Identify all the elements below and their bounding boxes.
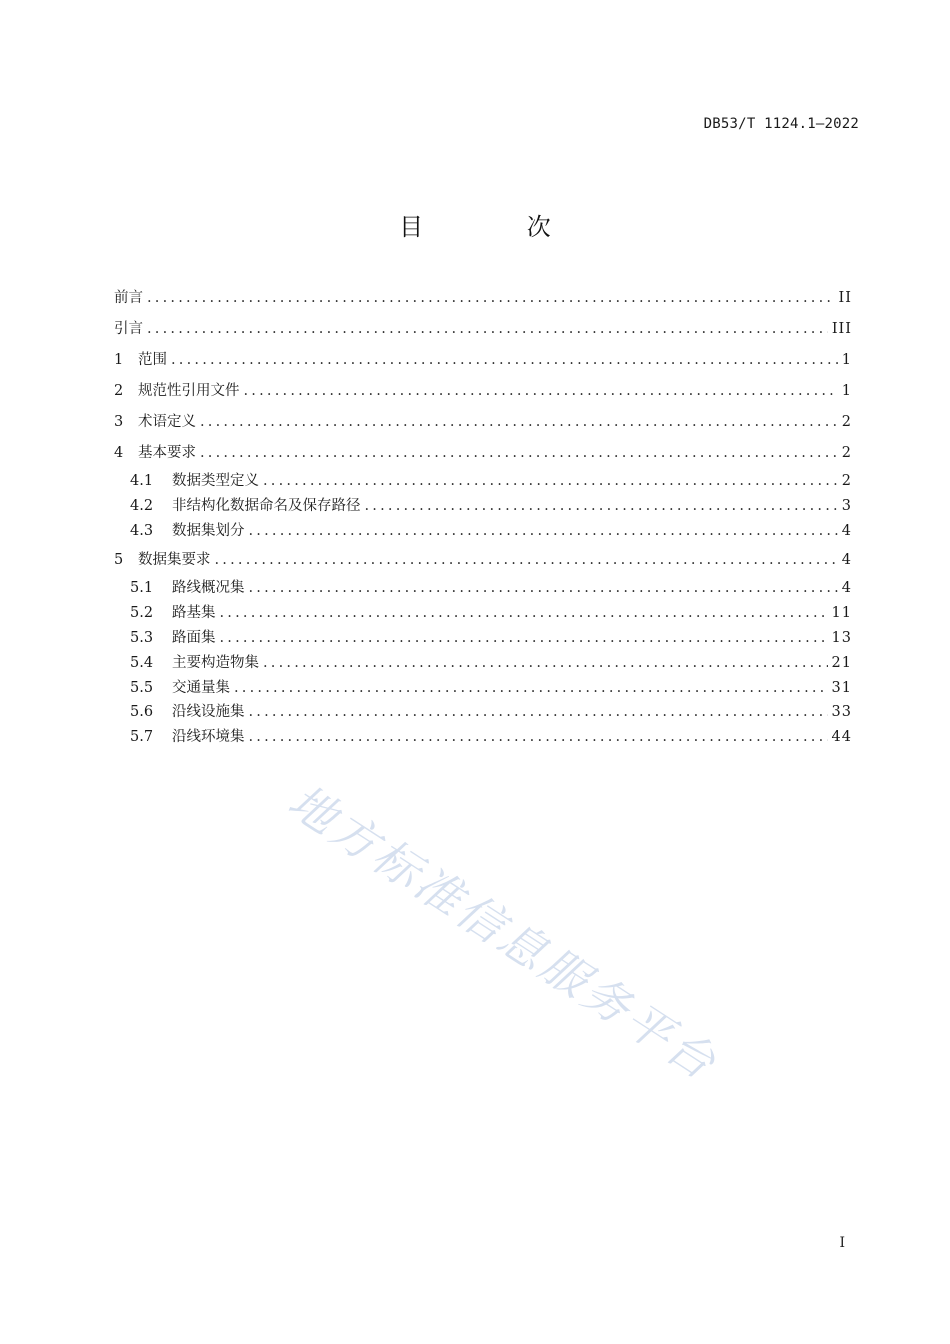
toc-entry-number: 5.6: [130, 704, 154, 721]
toc-entry-title: 沿线环境集: [172, 729, 245, 746]
toc-entry-page: 44: [831, 729, 852, 746]
toc-entry-title: 数据集划分: [172, 522, 245, 539]
toc-entry[interactable]: [114, 728, 852, 753]
toc-entry[interactable]: [114, 679, 852, 704]
toc-leader-dots: [244, 382, 838, 400]
toc-entry-number: 1: [114, 352, 124, 368]
toc-entry-number: 5.4: [130, 654, 154, 671]
toc-leader-dots: [234, 679, 828, 697]
toc-leader-dots: [220, 629, 828, 647]
toc-leader-dots: [249, 703, 828, 721]
toc-entry-number: 2: [114, 383, 124, 399]
toc-entry[interactable]: [114, 654, 852, 679]
toc-entry-page: 21: [831, 654, 852, 671]
toc-entry[interactable]: [114, 472, 852, 497]
toc-entry-number: 4.2: [130, 497, 154, 514]
toc-entry[interactable]: [114, 441, 852, 472]
page-title: 目 次: [399, 213, 599, 241]
toc-entry[interactable]: [114, 604, 852, 629]
toc-leader-dots: [249, 522, 838, 540]
toc-leader-dots: [263, 472, 838, 490]
toc-entry-page: 4: [841, 580, 852, 597]
toc-entry-page: 13: [831, 629, 852, 646]
toc-entry-title: 基本要求: [138, 445, 196, 461]
toc-entry[interactable]: [114, 379, 852, 410]
toc-entry-title: 沿线设施集: [172, 704, 245, 721]
toc-entry-title: 规范性引用文件: [138, 383, 240, 399]
toc-entry-number: 3: [114, 414, 124, 430]
toc-entry[interactable]: [114, 522, 852, 547]
toc-leader-dots: [147, 289, 835, 307]
toc-entry-page: 33: [831, 704, 852, 721]
toc-leader-dots: [249, 728, 828, 746]
toc-entry-number: 5: [114, 552, 124, 569]
toc-entry-number: 5.3: [130, 629, 154, 646]
toc-entry-number: 4.1: [130, 473, 154, 489]
toc-entry-number: 4.3: [130, 522, 154, 539]
toc-entry[interactable]: [114, 579, 852, 604]
toc-entry-title: 路基集: [172, 605, 216, 622]
toc-entry[interactable]: [114, 348, 852, 379]
toc-leader-dots: [200, 413, 838, 431]
document-code: DB53/T 1124.1—2022: [703, 116, 859, 132]
toc-entry-page: 1: [841, 383, 852, 399]
toc-entry-page: 2: [841, 445, 852, 461]
toc-entry[interactable]: [114, 629, 852, 654]
watermark: 地方标准信息服务平台: [278, 773, 728, 1092]
toc-entry-number: 5.5: [130, 679, 154, 696]
toc-entry[interactable]: [114, 410, 852, 441]
toc-entry-title: 路面集: [172, 629, 216, 646]
toc-entry-number: 4: [114, 445, 124, 461]
toc-entry-page: 31: [831, 679, 852, 696]
toc-entry-title: 范围: [138, 352, 167, 368]
toc-entry[interactable]: [114, 286, 852, 317]
toc-entry-title: 非结构化数据命名及保存路径: [172, 497, 361, 514]
toc-entry-title: 引言: [114, 321, 143, 337]
toc-entry-page: 11: [831, 605, 852, 622]
toc-entry-page: 1: [841, 352, 852, 368]
toc-entry-title: 交通量集: [172, 679, 230, 696]
toc-leader-dots: [215, 551, 838, 569]
toc-entry-page: 4: [841, 522, 852, 539]
toc-leader-dots: [171, 351, 838, 369]
toc-entry-title: 主要构造物集: [172, 654, 259, 671]
toc-entry-page: 3: [841, 497, 852, 514]
toc-entry-number: 5.1: [130, 580, 154, 597]
toc-leader-dots: [200, 444, 838, 462]
toc-entry[interactable]: [114, 497, 852, 522]
toc-entry-number: 5.7: [130, 729, 154, 746]
toc-entry-title: 数据集要求: [138, 552, 211, 569]
toc-entry-page: 2: [841, 414, 852, 430]
toc-leader-dots: [147, 320, 828, 338]
toc-entry-title: 路线概况集: [172, 580, 245, 597]
page-number: I: [839, 1235, 845, 1251]
toc-entry-number: 5.2: [130, 605, 154, 622]
toc-entry-title: 数据类型定义: [172, 473, 259, 489]
toc-leader-dots: [365, 497, 838, 515]
toc-entry-title: 术语定义: [138, 414, 196, 430]
toc-entry-page: II: [838, 290, 852, 306]
toc-leader-dots: [220, 604, 828, 622]
toc-entry-page: III: [831, 321, 852, 337]
toc-entry-page: 4: [841, 552, 852, 569]
toc-leader-dots: [263, 654, 828, 672]
toc-entry-page: 2: [841, 473, 852, 489]
toc-entry[interactable]: [114, 548, 852, 579]
toc-entry[interactable]: [114, 317, 852, 348]
toc-entry-title: 前言: [114, 290, 143, 306]
toc-leader-dots: [249, 579, 838, 597]
toc-entry[interactable]: [114, 703, 852, 728]
table-of-contents: [114, 286, 852, 753]
